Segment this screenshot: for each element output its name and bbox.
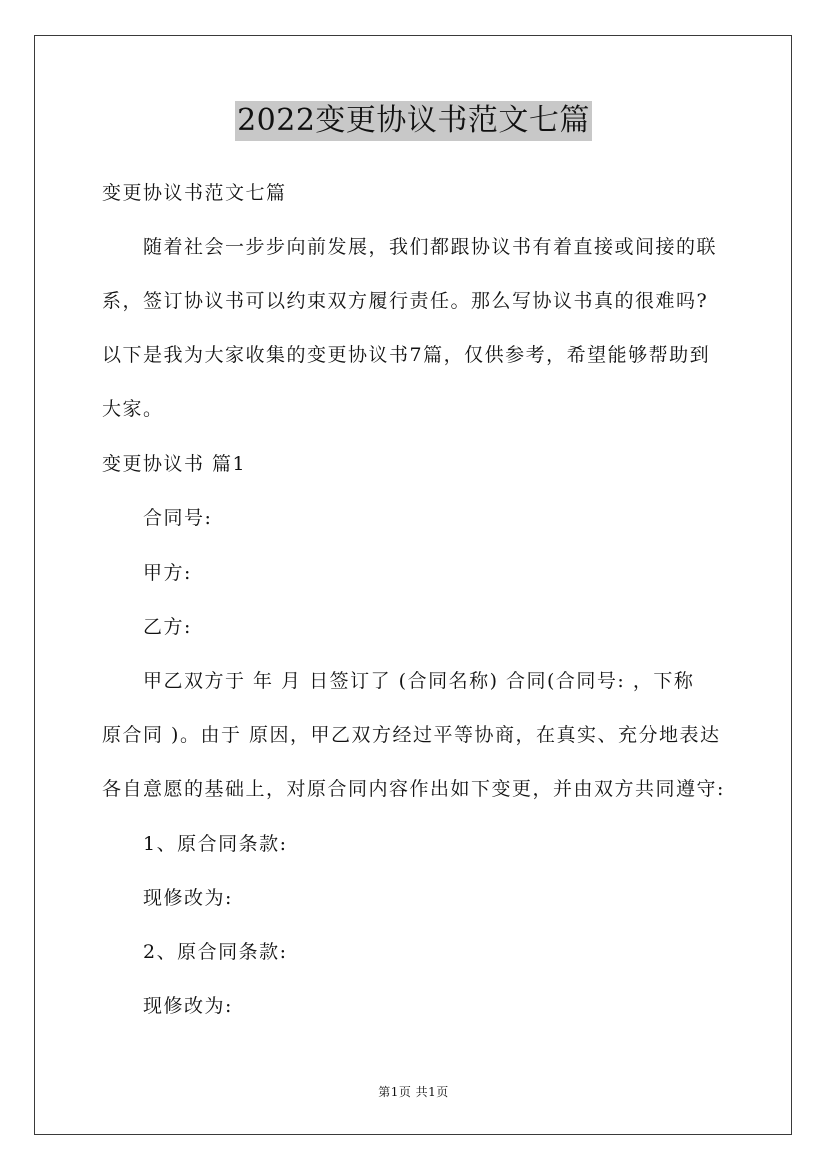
body-line-1: 甲乙双方于 年 月 日签订了 (合同名称) 合同(合同号: ，下称 (143, 670, 695, 692)
title-container (0, 101, 827, 141)
intro-line-1: 随着社会一步步向前发展，我们都跟协议书有着直接或间接的联 (143, 236, 718, 258)
document-subtitle: 变更协议书范文七篇 (102, 182, 287, 204)
body-line-2: 原合同 )。由于 原因，甲乙双方经过平等协商，在真实、充分地表达 (102, 724, 721, 746)
intro-line-3: 以下是我为大家收集的变更协议书7篇，仅供参考，希望能够帮助到 (102, 344, 711, 366)
intro-line-2: 系，签订协议书可以约束双方履行责任。那么写协议书真的很难吗? (102, 290, 709, 312)
clause-1-revised: 现修改为: (143, 887, 233, 909)
clause-2-original: 2、原合同条款: (143, 941, 288, 963)
clause-1-original: 1、原合同条款: (143, 833, 288, 855)
document-title: 2022变更协议书范文七篇 (235, 101, 592, 141)
body-line-3: 各自意愿的基础上，对原合同内容作出如下变更，并由双方共同遵守: (102, 778, 725, 800)
clause-2-revised: 现修改为: (143, 995, 233, 1017)
party-a-label: 甲方: (143, 562, 192, 584)
party-b-label: 乙方: (143, 616, 192, 638)
intro-line-4: 大家。 (102, 398, 164, 420)
contract-number-label: 合同号: (143, 507, 213, 529)
section-heading: 变更协议书 篇1 (102, 453, 247, 475)
page-number-footer: 第1页 共1页 (378, 1085, 449, 1099)
